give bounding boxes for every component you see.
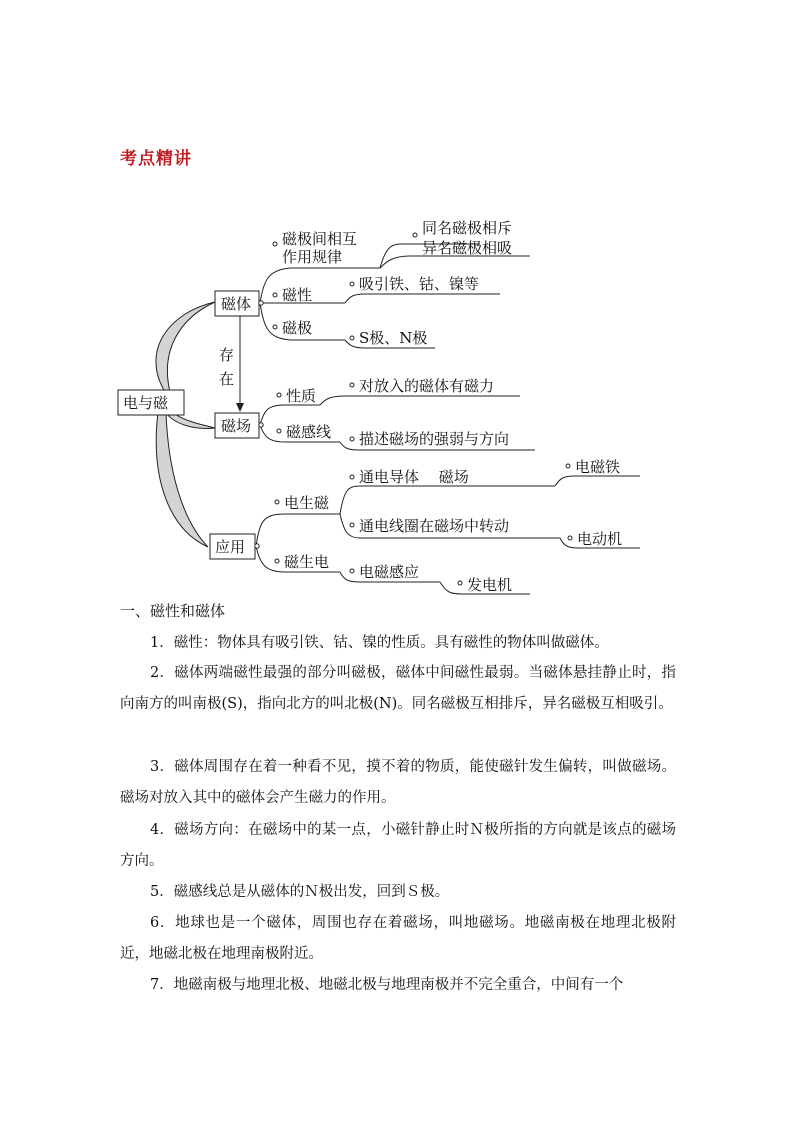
elec-to-mag-label: 电生磁 [284,494,330,512]
electromagnet-label: 电磁铁 [575,458,621,476]
same-repel-label: 同名磁极相斥 [422,219,513,237]
paragraph-2: 2．磁体两端磁性最强的部分叫磁极，磁体中间磁性最弱。当磁体悬挂静止时，指向南方的叫南极(S)，指向北方的叫北极(N)。同名磁极互相排斥，异名磁极互相吸引。 [120,665,676,712]
paragraph-7: 7．地磁南极与地理北极、地磁北极与地理南极并不完全重合，中间有一个 [150,977,624,993]
wire-field-label: 通电导体 磁场 [359,468,469,486]
paragraph-4: 4．磁场方向：在磁场中的某一点，小磁针静止时Ｎ极所指的方向就是该点的磁场方向。 [120,822,676,869]
pole-rule-label-2: 作用规律 [282,248,343,266]
generator-label: 发电机 [467,576,513,594]
paragraph-3: 3．磁体周围存在着一种看不见，摸不着的物质，能使磁针发生偏转，叫做磁场。磁场对放入其中的磁体会产生磁力的作用。 [120,759,676,806]
magnet-label: 磁体 [221,295,252,313]
exist-label-1: 存 [219,346,235,364]
paragraph-6: 6．地球也是一个磁体，周围也存在着磁场，叫地磁场。地磁南极在地理北极附近，地磁北极在地理南极附近。 [120,915,676,962]
poles-label: 磁极 [282,319,313,337]
paragraph-1: 1．磁性：物体具有吸引铁、钴、镍的性质。具有磁性的物体叫做磁体。 [150,635,609,651]
coil-rotate-label: 通电线圈在磁场中转动 [359,517,510,535]
property-label: 性质 [286,387,317,405]
attract-iron-label: 吸引铁、钴、镍等 [359,275,480,293]
induction-label: 电磁感应 [359,563,420,581]
field-label: 磁场 [221,417,252,435]
diff-attract-label: 异名磁极相吸 [422,239,513,257]
root-label: 电与磁 [123,394,169,412]
mag-to-elec-label: 磁生电 [284,553,330,571]
section-title: 一、磁性和磁体 [120,602,226,620]
s-n-pole-label: S极、N极 [359,329,428,347]
force-on-magnet-label: 对放入的磁体有磁力 [359,377,495,395]
describe-field-label: 描述磁场的强弱与方向 [359,430,510,448]
connector-root-application [156,412,208,547]
magnetism-label: 磁性 [282,286,313,304]
exist-arrow-head [236,403,244,412]
motor-label: 电动机 [577,530,623,548]
exist-label-2: 在 [219,370,235,388]
connector-root-magnet [156,302,215,392]
application-label: 应用 [215,538,246,556]
field-lines-label: 磁感线 [286,423,332,441]
paragraph-5: 5．磁感线总是从磁体的Ｎ极出发，回到Ｓ极。 [150,884,450,900]
page-heading: 考点精讲 [120,149,192,169]
pole-rule-label-1: 磁极间相互 [282,230,358,248]
